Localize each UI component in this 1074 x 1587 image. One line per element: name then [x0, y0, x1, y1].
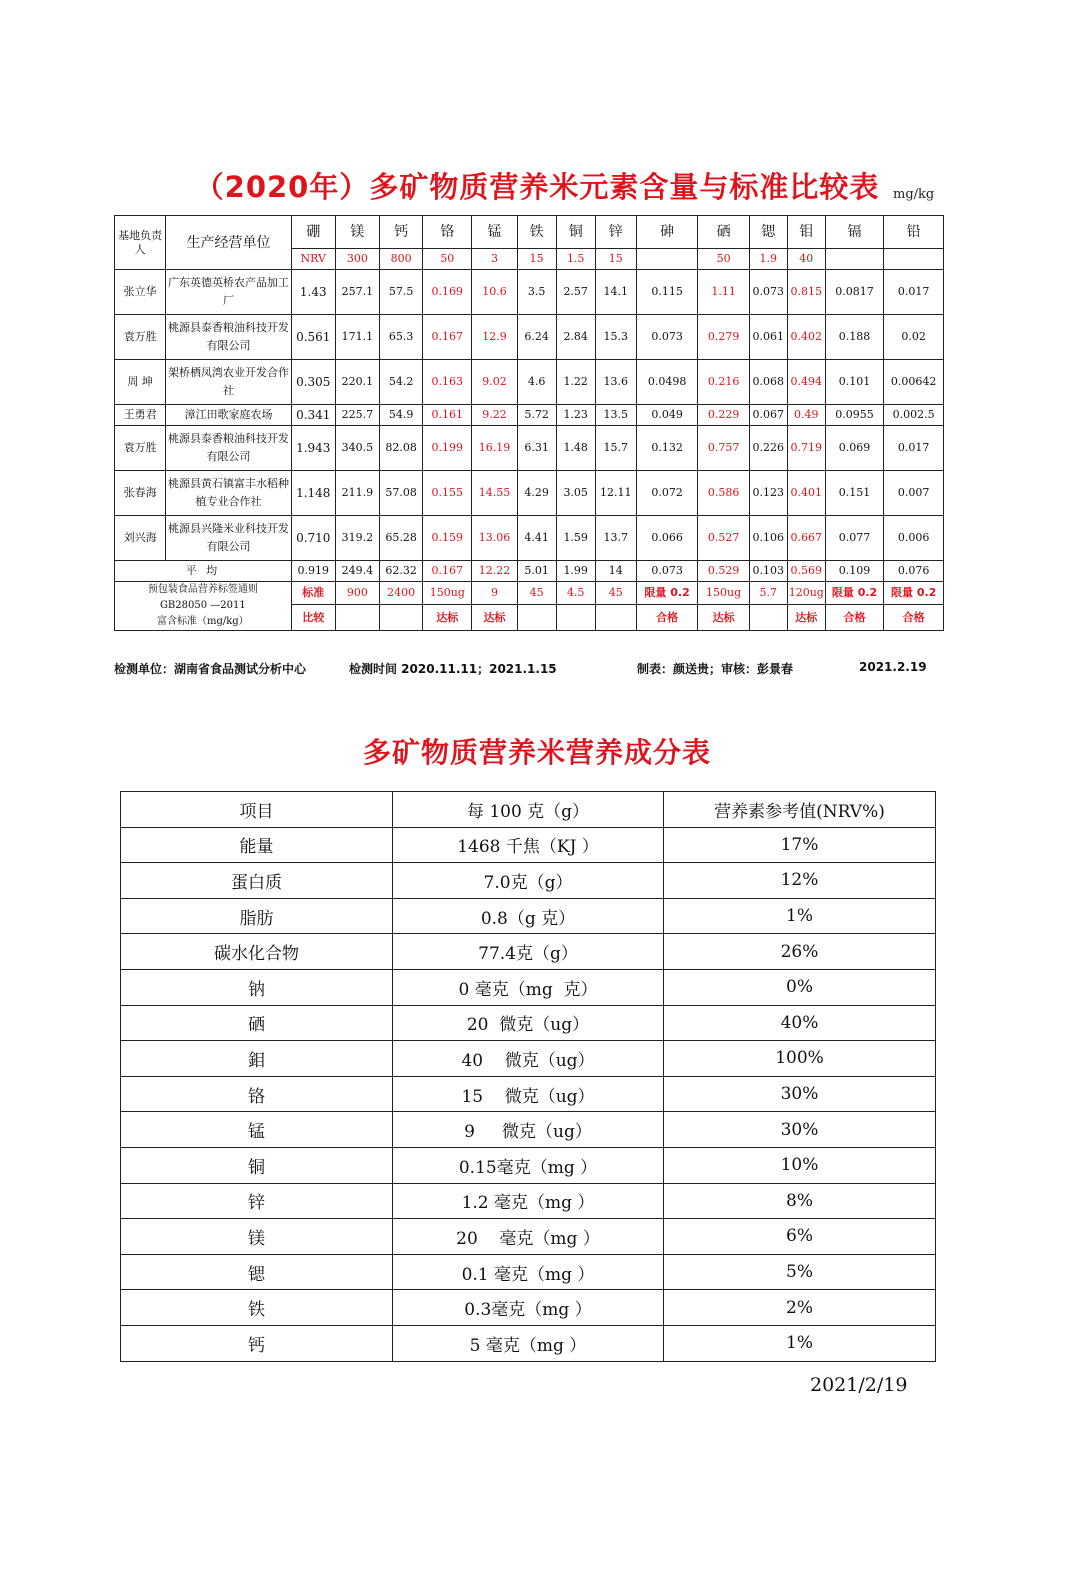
element-header: 硼: [291, 216, 335, 249]
table-row: [115, 360, 944, 405]
nrv-cell: [825, 249, 884, 270]
value-cell: 65.3: [380, 315, 423, 360]
standard-cell: 限量 0.2: [825, 582, 884, 605]
value-cell: 1.48: [556, 426, 595, 471]
table-row: [115, 426, 944, 471]
value-cell: 171.1: [335, 315, 379, 360]
nutrition-row: [121, 827, 936, 863]
value-cell: 0.073: [749, 270, 787, 315]
nrv-cell: 1.5: [556, 249, 595, 270]
result-cell: 达标: [787, 605, 825, 631]
nutrition-cell: 锶: [121, 1254, 393, 1290]
header-row: [115, 216, 944, 249]
value-cell: 57.08: [380, 471, 423, 516]
value-cell: 65.28: [380, 516, 423, 561]
nutrition-cell: 10%: [664, 1147, 936, 1183]
value-cell: 0.561: [291, 315, 335, 360]
nrv-cell: 15: [517, 249, 556, 270]
value-cell: 0.494: [787, 360, 825, 405]
element-header: 硒: [698, 216, 749, 249]
standard-cell: 150ug: [698, 582, 749, 605]
staff-info: 制表：颜送贵；审核：彭景春: [637, 662, 794, 676]
value-cell: 4.6: [517, 360, 556, 405]
nutrition-row: [121, 1254, 936, 1290]
result-cell: 合格: [636, 605, 698, 631]
value-cell: 0.069: [825, 426, 884, 471]
nutrition-cell: 5%: [664, 1254, 936, 1290]
person-cell: 袁万胜: [115, 315, 166, 360]
value-cell: 211.9: [335, 471, 379, 516]
element-header: 锌: [595, 216, 636, 249]
nutrition-cell: 铁: [121, 1290, 393, 1326]
value-cell: 0.007: [884, 471, 944, 516]
value-cell: 0.106: [749, 516, 787, 561]
value-cell: 0.667: [787, 516, 825, 561]
value-cell: 9.02: [472, 360, 517, 405]
value-cell: 15.3: [595, 315, 636, 360]
value-cell: 257.1: [335, 270, 379, 315]
nutrition-row: [121, 1076, 936, 1112]
value-cell: 0.077: [825, 516, 884, 561]
value-cell: 13.6: [595, 360, 636, 405]
average-cell: 5.01: [517, 561, 556, 582]
value-cell: 0.123: [749, 471, 787, 516]
standard-cell: 限量 0.2: [884, 582, 944, 605]
value-cell: 1.148: [291, 471, 335, 516]
nutrition-cell: 12%: [664, 863, 936, 899]
value-cell: 0.163: [423, 360, 472, 405]
unit-cell: 桃源县泰香粮油科技开发有限公司: [166, 315, 291, 360]
nutrition-cell: 30%: [664, 1112, 936, 1148]
person-cell: 张立华: [115, 270, 166, 315]
nutrition-row: [121, 1041, 936, 1077]
value-cell: 1.43: [291, 270, 335, 315]
nrv-cell: 800: [380, 249, 423, 270]
person-cell: 王勇君: [115, 405, 166, 426]
value-cell: 12.9: [472, 315, 517, 360]
nutrition-row: [121, 1112, 936, 1148]
average-cell: 12.22: [472, 561, 517, 582]
value-cell: 0.159: [423, 516, 472, 561]
value-cell: 0.199: [423, 426, 472, 471]
value-cell: 0.279: [698, 315, 749, 360]
element-header: 钙: [380, 216, 423, 249]
nutrition-cell: 锰: [121, 1112, 393, 1148]
value-cell: 0.229: [698, 405, 749, 426]
value-cell: 0.226: [749, 426, 787, 471]
unit-cell: 架桥栖凤湾农业开发合作社: [166, 360, 291, 405]
value-cell: 1.943: [291, 426, 335, 471]
value-cell: 0.161: [423, 405, 472, 426]
value-cell: 0.719: [787, 426, 825, 471]
element-header: 钼: [787, 216, 825, 249]
nutrition-cell: 1.2 毫克（mg ）: [393, 1183, 664, 1219]
nutrition-row: [121, 863, 936, 899]
value-cell: 0.757: [698, 426, 749, 471]
nutrition-cell: 0%: [664, 969, 936, 1005]
value-cell: 0.006: [884, 516, 944, 561]
nutrition-cell: 15 微克（ug）: [393, 1076, 664, 1112]
element-header: 铜: [556, 216, 595, 249]
standard-cell: 150ug: [423, 582, 472, 605]
result-cell: 比较: [291, 605, 335, 631]
average-cell: 0.103: [749, 561, 787, 582]
table-row: [115, 270, 944, 315]
value-cell: 1.23: [556, 405, 595, 426]
value-cell: 0.049: [636, 405, 698, 426]
value-cell: 16.19: [472, 426, 517, 471]
value-cell: 4.41: [517, 516, 556, 561]
average-cell: 0.073: [636, 561, 698, 582]
value-cell: 82.08: [380, 426, 423, 471]
value-cell: 0.151: [825, 471, 884, 516]
value-cell: 0.0817: [825, 270, 884, 315]
nutrition-cell: 77.4克（g）: [393, 934, 664, 970]
value-cell: 2.57: [556, 270, 595, 315]
element-header: 砷: [636, 216, 698, 249]
result-cell: [380, 605, 423, 631]
value-cell: 0.067: [749, 405, 787, 426]
nutrition-row: [121, 1325, 936, 1361]
nutrition-cell: 6%: [664, 1219, 936, 1255]
value-cell: 0.072: [636, 471, 698, 516]
value-cell: 0.710: [291, 516, 335, 561]
nrv-cell: 50: [423, 249, 472, 270]
nutrition-row: [121, 1219, 936, 1255]
header-person: 基地负责人: [115, 216, 166, 270]
unit-cell: 桃源县黄石镇富丰水稻种植专业合作社: [166, 471, 291, 516]
standard-cell: 45: [517, 582, 556, 605]
average-cell: 1.99: [556, 561, 595, 582]
value-cell: 0.169: [423, 270, 472, 315]
value-cell: 0.341: [291, 405, 335, 426]
value-cell: 0.527: [698, 516, 749, 561]
value-cell: 15.7: [595, 426, 636, 471]
nrv-cell: [884, 249, 944, 270]
value-cell: 0.216: [698, 360, 749, 405]
average-cell: 0.076: [884, 561, 944, 582]
standard-cell: 4.5: [556, 582, 595, 605]
element-header: 锶: [749, 216, 787, 249]
value-cell: 0.49: [787, 405, 825, 426]
average-cell: 0.529: [698, 561, 749, 582]
nutrition-cell: 0.8（g 克）: [393, 898, 664, 934]
element-header: 镁: [335, 216, 379, 249]
person-cell: 张春海: [115, 471, 166, 516]
nutrition-row: [121, 969, 936, 1005]
nutrition-cell: 蛋白质: [121, 863, 393, 899]
nutrition-cell: 9 微克（ug）: [393, 1112, 664, 1148]
standard-cell: 5.7: [749, 582, 787, 605]
report-date: 2021.2.19: [859, 660, 927, 674]
value-cell: 0.815: [787, 270, 825, 315]
nrv-cell: 15: [595, 249, 636, 270]
value-cell: 54.2: [380, 360, 423, 405]
value-cell: 12.11: [595, 471, 636, 516]
value-cell: 3.5: [517, 270, 556, 315]
standard-label: [115, 582, 292, 631]
value-cell: 0.073: [636, 315, 698, 360]
value-cell: 0.167: [423, 315, 472, 360]
value-cell: 0.066: [636, 516, 698, 561]
nutrition-cell: 钙: [121, 1325, 393, 1361]
result-cell: [335, 605, 379, 631]
value-cell: 6.31: [517, 426, 556, 471]
value-cell: 0.586: [698, 471, 749, 516]
nutrition-cell: 硒: [121, 1005, 393, 1041]
element-header: 镉: [825, 216, 884, 249]
nutrition-table: [120, 791, 936, 1362]
nutrition-cell: 1%: [664, 1325, 936, 1361]
nutrition-cell: 1%: [664, 898, 936, 934]
value-cell: 4.29: [517, 471, 556, 516]
element-header: 锰: [472, 216, 517, 249]
nutrition-cell: 铬: [121, 1076, 393, 1112]
table1-unit: mg/kg: [893, 187, 935, 202]
nutrition-row: [121, 934, 936, 970]
value-cell: 0.101: [825, 360, 884, 405]
value-cell: 319.2: [335, 516, 379, 561]
value-cell: 14.55: [472, 471, 517, 516]
value-cell: 0.401: [787, 471, 825, 516]
value-cell: 0.402: [787, 315, 825, 360]
element-comparison-table: [114, 215, 944, 631]
value-cell: 0.0498: [636, 360, 698, 405]
value-cell: 0.305: [291, 360, 335, 405]
nutrition-header-row: [121, 792, 936, 828]
nrv-cell: NRV: [291, 249, 335, 270]
value-cell: 0.00642: [884, 360, 944, 405]
value-cell: 0.132: [636, 426, 698, 471]
value-cell: 0.068: [749, 360, 787, 405]
value-cell: 1.59: [556, 516, 595, 561]
nutrition-cell: 17%: [664, 827, 936, 863]
nutrition-header: 每 100 克（g）: [393, 792, 664, 828]
nutrition-cell: 1468 千焦（KJ ）: [393, 827, 664, 863]
nutrition-row: [121, 1005, 936, 1041]
nutrition-row: [121, 1147, 936, 1183]
result-cell: [595, 605, 636, 631]
element-header: 铅: [884, 216, 944, 249]
nutrition-cell: 0 毫克（mg 克）: [393, 969, 664, 1005]
nrv-cell: [636, 249, 698, 270]
value-cell: 340.5: [335, 426, 379, 471]
nutrition-cell: 40%: [664, 1005, 936, 1041]
nrv-cell: 50: [698, 249, 749, 270]
table-row: [115, 315, 944, 360]
average-row: [115, 561, 944, 582]
result-cell: 合格: [884, 605, 944, 631]
nutrition-row: [121, 1290, 936, 1326]
average-cell: 0.919: [291, 561, 335, 582]
table2-date: 2021/2/19: [810, 1374, 908, 1396]
average-cell: 0.167: [423, 561, 472, 582]
person-cell: 周 坤: [115, 360, 166, 405]
nrv-cell: 40: [787, 249, 825, 270]
standard-cell: 2400: [380, 582, 423, 605]
average-label: 平 均: [115, 561, 292, 582]
nutrition-cell: 100%: [664, 1041, 936, 1077]
result-cell: [517, 605, 556, 631]
standard-cell: 45: [595, 582, 636, 605]
test-dept: 检测单位：湖南省食品测试分析中心: [114, 662, 307, 676]
nutrition-cell: 脂肪: [121, 898, 393, 934]
nutrition-cell: 40 微克（ug）: [393, 1041, 664, 1077]
person-cell: 刘兴海: [115, 516, 166, 561]
nutrition-cell: 0.3毫克（mg ）: [393, 1290, 664, 1326]
result-cell: [556, 605, 595, 631]
nrv-cell: 1.9: [749, 249, 787, 270]
value-cell: 14.1: [595, 270, 636, 315]
nutrition-cell: 镁: [121, 1219, 393, 1255]
nutrition-cell: 7.0克（g）: [393, 863, 664, 899]
element-header: 铬: [423, 216, 472, 249]
value-cell: 2.84: [556, 315, 595, 360]
value-cell: 0.0955: [825, 405, 884, 426]
nrv-cell: 300: [335, 249, 379, 270]
table-row: [115, 405, 944, 426]
value-cell: 0.155: [423, 471, 472, 516]
standard-label-line: GB28050 —2011: [159, 600, 246, 611]
result-cell: 达标: [472, 605, 517, 631]
table2-title: 多矿物质营养米营养成分表: [362, 736, 711, 769]
nutrition-cell: 鉬: [121, 1041, 393, 1077]
unit-cell: 漳江田歌家庭农场: [166, 405, 291, 426]
value-cell: 0.115: [636, 270, 698, 315]
value-cell: 6.24: [517, 315, 556, 360]
nutrition-cell: 26%: [664, 934, 936, 970]
nutrition-cell: 2%: [664, 1290, 936, 1326]
value-cell: 5.72: [517, 405, 556, 426]
nutrition-cell: 碳水化合物: [121, 934, 393, 970]
nutrition-row: [121, 1183, 936, 1219]
average-cell: 62.32: [380, 561, 423, 582]
value-cell: 3.05: [556, 471, 595, 516]
test-time: 检测时间 2020.11.11；2021.1.15: [349, 662, 557, 676]
nutrition-row: [121, 898, 936, 934]
average-cell: 0.109: [825, 561, 884, 582]
value-cell: 0.017: [884, 426, 944, 471]
unit-cell: 广东英德英桥农产品加工厂: [166, 270, 291, 315]
average-cell: 14: [595, 561, 636, 582]
nutrition-cell: 20 微克（ug）: [393, 1005, 664, 1041]
person-cell: 袁万胜: [115, 426, 166, 471]
table-row: [115, 471, 944, 516]
nutrition-header: 营养素参考值(NRV%): [664, 792, 936, 828]
value-cell: 225.7: [335, 405, 379, 426]
value-cell: 220.1: [335, 360, 379, 405]
value-cell: 0.02: [884, 315, 944, 360]
result-cell: [749, 605, 787, 631]
unit-cell: 桃源县泰香粮油科技开发有限公司: [166, 426, 291, 471]
standard-cell: 限量 0.2: [636, 582, 698, 605]
result-cell: 合格: [825, 605, 884, 631]
standard-cell: 900: [335, 582, 379, 605]
value-cell: 9.22: [472, 405, 517, 426]
table1-title: （2020年）多矿物质营养米元素含量与标准比较表: [194, 170, 880, 204]
result-cell: 达标: [698, 605, 749, 631]
value-cell: 13.5: [595, 405, 636, 426]
value-cell: 0.188: [825, 315, 884, 360]
value-cell: 54.9: [380, 405, 423, 426]
element-header: 铁: [517, 216, 556, 249]
nutrition-cell: 5 毫克（mg ）: [393, 1325, 664, 1361]
nutrition-cell: 钠: [121, 969, 393, 1005]
standard-cell: 9: [472, 582, 517, 605]
nutrition-header: 项目: [121, 792, 393, 828]
result-cell: 达标: [423, 605, 472, 631]
nrv-cell: 3: [472, 249, 517, 270]
nutrition-cell: 8%: [664, 1183, 936, 1219]
value-cell: 0.061: [749, 315, 787, 360]
nutrition-cell: 能量: [121, 827, 393, 863]
average-cell: 249.4: [335, 561, 379, 582]
value-cell: 0.017: [884, 270, 944, 315]
standard-label-line: 富含标准（mg/kg）: [156, 616, 249, 627]
nutrition-cell: 0.1 毫克（mg ）: [393, 1254, 664, 1290]
standard-label-line: 预包装食品营养标签通则: [147, 584, 258, 595]
nutrition-cell: 锌: [121, 1183, 393, 1219]
value-cell: 13.06: [472, 516, 517, 561]
average-cell: 0.569: [787, 561, 825, 582]
standard-cell: 标准: [291, 582, 335, 605]
value-cell: 13.7: [595, 516, 636, 561]
header-unit: 生产经营单位: [166, 216, 291, 270]
standard-cell: 120ug: [787, 582, 825, 605]
value-cell: 1.11: [698, 270, 749, 315]
nutrition-cell: 铜: [121, 1147, 393, 1183]
unit-cell: 桃源县兴隆米业科技开发有限公司: [166, 516, 291, 561]
nutrition-cell: 30%: [664, 1076, 936, 1112]
value-cell: 57.5: [380, 270, 423, 315]
nutrition-cell: 20 毫克（mg ）: [393, 1219, 664, 1255]
standard-row: [115, 582, 944, 605]
value-cell: 0.002.5: [884, 405, 944, 426]
nutrition-cell: 0.15毫克（mg ）: [393, 1147, 664, 1183]
table-row: [115, 516, 944, 561]
value-cell: 10.6: [472, 270, 517, 315]
value-cell: 1.22: [556, 360, 595, 405]
